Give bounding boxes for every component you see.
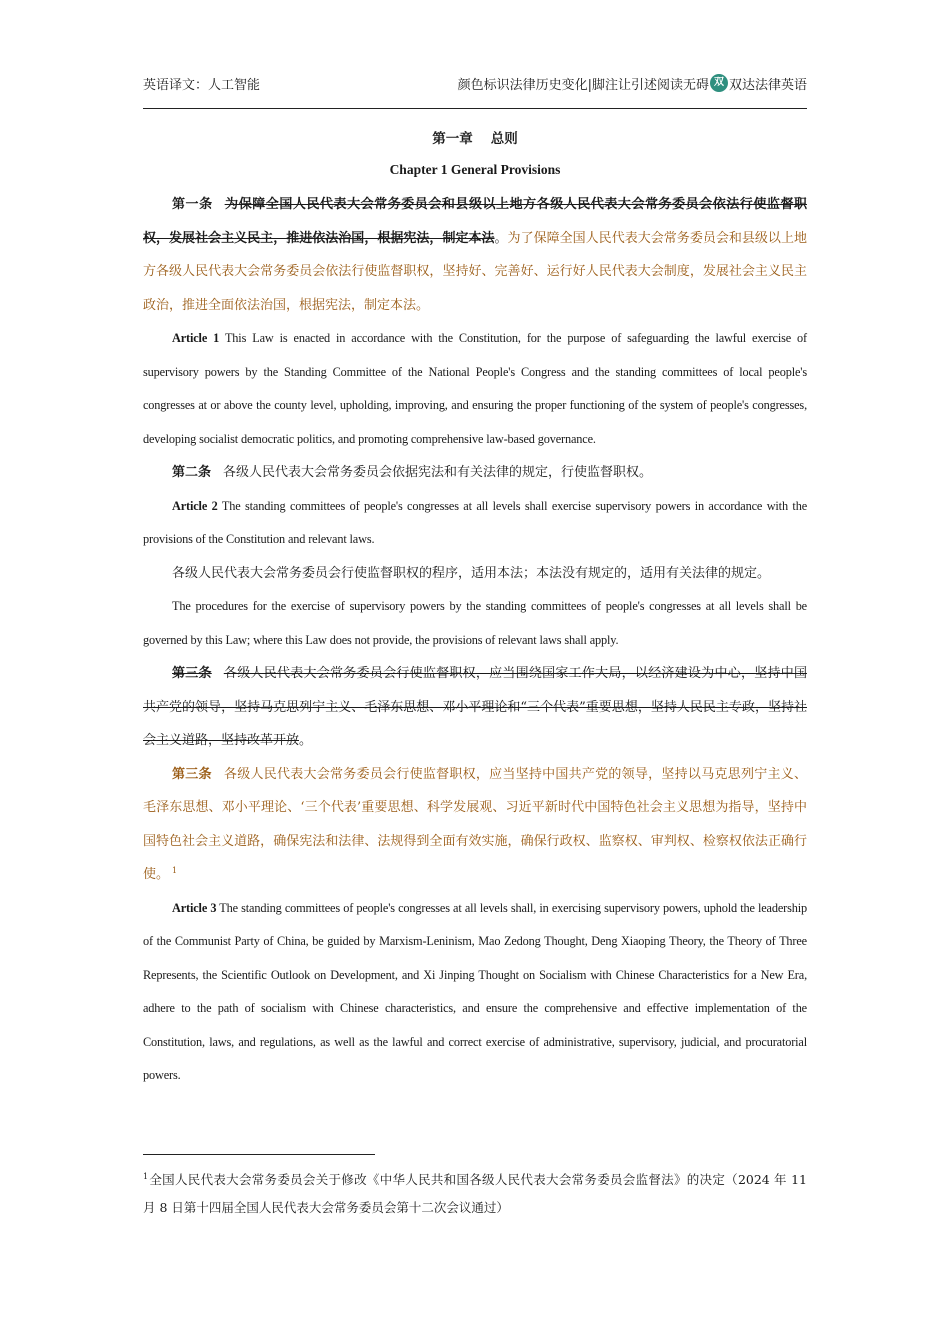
- chapter-title-cn: [143, 126, 807, 156]
- header-brand-name: 双达法律英语: [728, 77, 807, 93]
- header-divider: [143, 108, 807, 109]
- article-3-label-cn: 第三条: [172, 766, 212, 782]
- article-1-amended-text: 为了保障全国人民代表大会常务委员会和县级以上地方各级人民代表大会常务委员会依法行使监督职权，坚持好、完善好、运行好人民代表大会制度，发展社会主义民主政治，推进全面依法治国，根据宪法，制定本法。: [143, 230, 807, 313]
- article-1-deleted-text: 为保障全国人民代表大会常务委员会和县级以上地方各级人民代表大会常务委员会依法行使监督职权，发展社会主义民主，推进依法治国，根据宪法，制定本法: [143, 197, 807, 246]
- article-3-en: [143, 892, 807, 1093]
- article-2-label-cn: 第二条: [172, 465, 212, 480]
- brand-logo-icon: 双: [710, 74, 728, 92]
- footnote-text: 全国人民代表大会常务委员会关于修改《中华人民共和国各级人民代表大会常务委员会监督法》的决定（2024 年 11 月 8 日第十四届全国人民代表大会常务委员会第十二次会议通过）: [143, 1172, 807, 1215]
- article-1-label-cn: 第一条: [172, 197, 213, 212]
- article-2-en: [143, 490, 807, 557]
- article-1-separator: 。: [494, 230, 508, 246]
- footnote: [143, 1166, 807, 1222]
- article-2-para2-en: The procedures for the exercise of supervisory powers by the standing committees of people's congresses at all levels shall be governed by this Law; where this Law does not provide, the provisions of relevant laws shall apply.: [143, 599, 807, 647]
- document-body: [143, 126, 807, 1093]
- article-1-label-en: Article 1: [172, 331, 220, 345]
- article-2-label-en: Article 2: [172, 498, 218, 513]
- article-3-amended-cn: [143, 758, 807, 892]
- article-3-deleted-label: 第三条: [172, 666, 212, 681]
- chapter-name-cn: 总则: [490, 131, 518, 147]
- article-3-text-en: The standing committees of people's congresses at all levels shall, in exercising supervisory powers, uphold the leadership of the Communist Party of China, be guided by Marxism-Leninism, Mao Zedong Thought, Deng Xiaoping Theory, the Theory of Three Represents, the Scientific Outlook on Development, and Xi Jinping Thought on Socialism with Chinese Characteristics for a New Era, adhere to the path of socialism with Chinese characteristics, and ensure the comprehensive and effective implementation of the Constitution, laws, and regulations, as well as the lawful and correct exercise of administrative, supervisory, judicial, and procuratorial powers.: [143, 900, 807, 1082]
- article-1-en: [143, 322, 807, 456]
- article-3-deleted-end: 。: [299, 733, 313, 748]
- article-2-cn: [143, 456, 807, 490]
- article-3-amended-text: 各级人民代表大会常务委员会行使监督职权，应当坚持中国共产党的领导，坚持以马克思列宁主义、毛泽东思想、邓小平理论、‘三个代表’重要思想、科学发展观、习近平新时代中国特色社会主义思想为指导，坚持中国特色社会主义道路，确保宪法和法律、法规得到全面有效实施，确保行政权、监察权、审判权、检察权依法正确行使。: [143, 766, 807, 882]
- chapter-title-en: Chapter 1 General Provisions: [389, 162, 561, 177]
- footnote-divider: [143, 1154, 375, 1155]
- article-2-text-en: The standing committees of people's congresses at all levels shall exercise supervisory powers in accordance with the provisions of the Constitution and relevant laws.: [143, 498, 807, 546]
- header-left-title: 英语译文：人工智能: [143, 77, 261, 93]
- article-3-label-en: Article 3: [172, 900, 217, 915]
- article-1-text-en: This Law is enacted in accordance with the Constitution, for the purpose of safeguarding the lawful exercise of supervisory powers by the Standing Committee of the National People's Congress and the standing committees of local people's congresses at or above the county level, upholding, improving, and ensuring the proper functioning of the system of people's congresses, developing socialist democratic politics, and promoting comprehensive law-based governance.: [143, 331, 808, 446]
- header-right: [458, 74, 807, 93]
- footnote-mark: 1: [143, 1171, 149, 1181]
- article-2-para2-cn: 各级人民代表大会常务委员会行使监督职权的程序，适用本法；本法没有规定的，适用有关法律的规定。: [172, 565, 771, 581]
- article-2-text-cn: 各级人民代表大会常务委员会依据宪法和有关法律的规定，行使监督职权。: [223, 465, 653, 480]
- article-1-cn: [143, 188, 807, 322]
- article-3-deleted-cn: [143, 657, 807, 758]
- article-3-deleted-text: 各级人民代表大会常务委员会行使监督职权，应当围绕国家工作大局，以经济建设为中心，坚持中国共产党的领导，坚持马克思列宁主义、毛泽东思想、邓小平理论和“三个代表”重要思想，坚持人民民主专政，坚持社会主义道路，坚持改革开放: [143, 666, 807, 748]
- footnote-reference[interactable]: 1: [172, 865, 178, 875]
- page-header: [143, 70, 807, 96]
- header-tagline: 颜色标识法律历史变化|脚注让引述阅读无碍: [457, 77, 709, 93]
- chapter-label-cn: 第一章: [432, 131, 473, 147]
